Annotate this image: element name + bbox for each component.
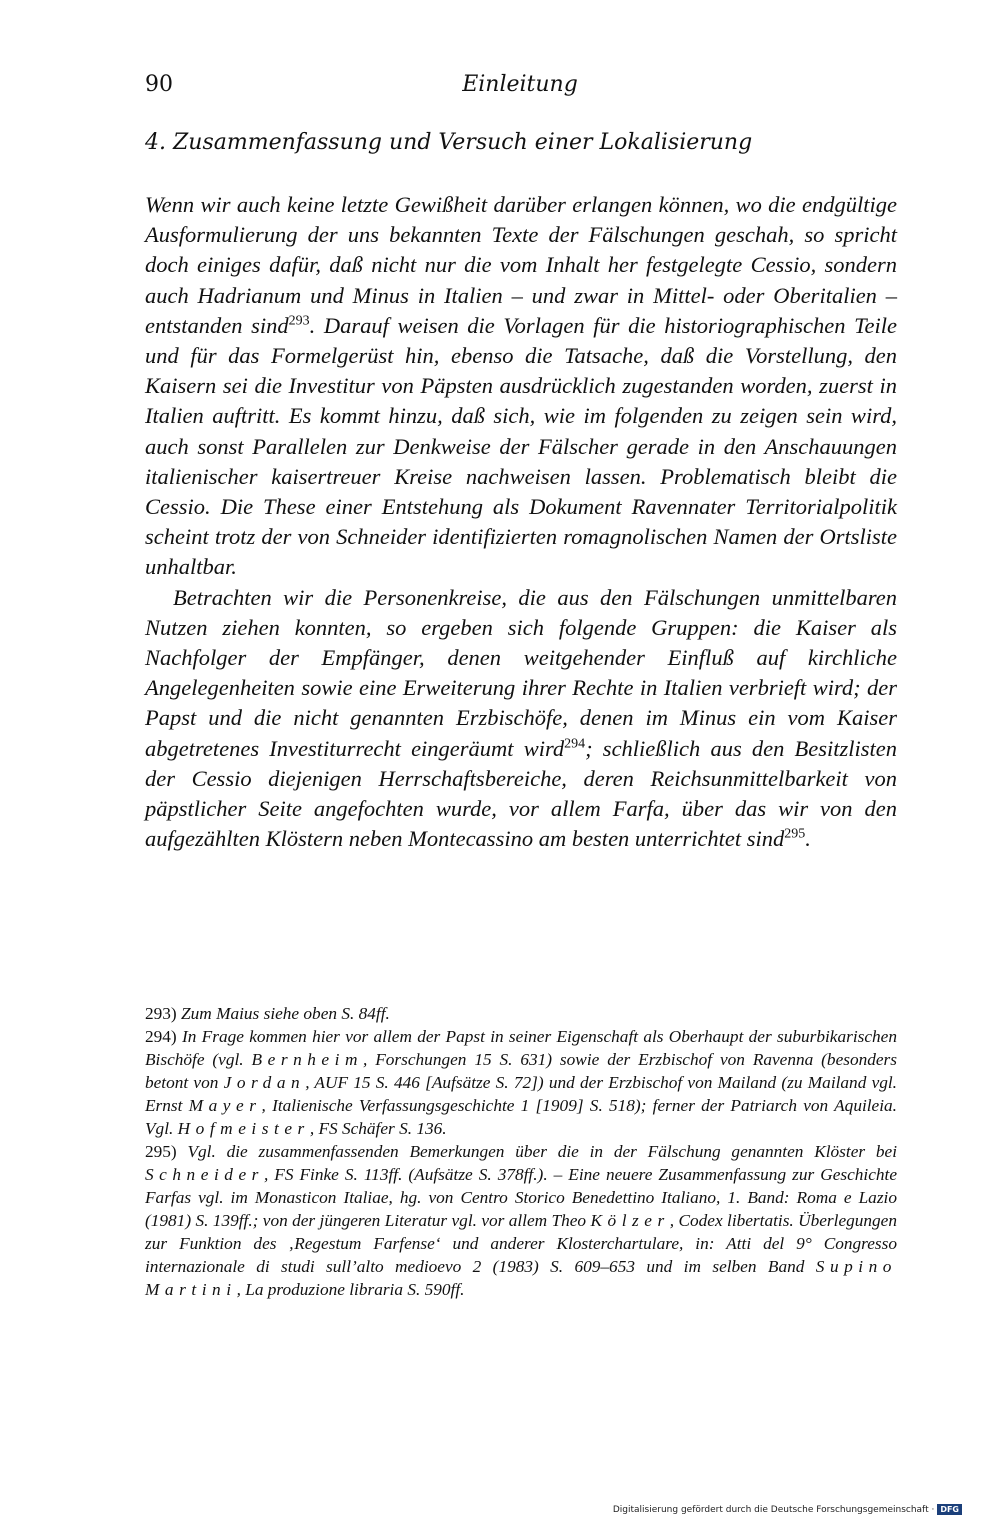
footnote-text: Vgl. die zusammenfassenden Bemerkungen über die in der Fälschung genannten Klöster bei (187, 1142, 897, 1161)
body-text (145, 190, 897, 854)
running-title: Einleitung (462, 72, 578, 97)
paragraph-2 (145, 583, 897, 855)
footnote-text: , AUF 15 S. 446 [Aufsätze S. 72]) und der Erzbischof von Mailand (zu Mailand vgl. Ernst (145, 1073, 898, 1115)
footnotes (145, 1002, 897, 1301)
footnote-text: , Italienische Verfassungsgeschichte 1 [1909] S. 518); ferner der Patriarch von Aquileia. Vgl. (145, 1096, 897, 1138)
footnote-ref-295[interactable]: 295 (784, 826, 806, 842)
author-name: Bernheim (251, 1050, 363, 1069)
paragraph-2-part-c: . (805, 826, 811, 852)
author-name: Schneider (145, 1165, 264, 1184)
footnote-text: , Codex libertatis. Überlegungen zur Funktion des ‚Regestum Farfense‘ und anderer Klosterchartulare, in: Atti del 9° Congresso internazionale di studi sull’alto medioevo 2 (1983) S. 609–653 und im selben Band (145, 1211, 897, 1276)
author-name: Mayer (188, 1096, 262, 1115)
digitization-credit (613, 1504, 962, 1515)
section-heading: 4. Zusammenfassung und Versuch einer Lokalisierung (145, 130, 753, 155)
footnote-text: , FS Finke S. 113ff. (Aufsätze S. 378ff.). – Eine neuere Zusammenfassung zur Geschichte Farfas vgl. im Monasticon Italiae, hg. von Centro Storico Benedettino Italiano, 1. Band: Roma e Lazio (1981) S. 139ff.; von der jüngeren Literatur vgl. vor allem Theo (145, 1165, 897, 1230)
footnote-number: 294) (145, 1027, 177, 1046)
author-name: Jordan (223, 1073, 306, 1092)
author-name: Hofmeister (177, 1119, 310, 1138)
author-name: Kölzer (590, 1211, 670, 1230)
page-number: 90 (145, 72, 173, 97)
footnote-text: , La produzione libraria S. 590ff. (236, 1280, 465, 1299)
footnote-number: 295) (145, 1142, 177, 1161)
footnote-293 (145, 1002, 897, 1025)
author-name: Supino Martini (145, 1257, 897, 1299)
footnote-text: , FS Schäfer S. 136. (309, 1119, 447, 1138)
footnote-295 (145, 1140, 897, 1301)
footnote-text: Zum Maius siehe oben S. 84ff. (181, 1004, 390, 1023)
footnote-ref-293[interactable]: 293 (288, 313, 310, 329)
credit-text: Digitalisierung gefördert durch die Deutsche Forschungsgemeinschaft · (612, 1504, 935, 1515)
dfg-logo-icon: DFG (937, 1504, 962, 1515)
paragraph-1 (145, 190, 897, 583)
paragraph-1-part-a: Wenn wir auch keine letzte Gewißheit darüber erlangen können, wo die endgültige Ausformulierung der uns bekannten Texte der Fälschungen geschah, so spricht doch einiges dafür, daß nicht nur die vom Inhalt her festgelegte Cessio, sondern auch Hadrianum und Minus in Italien – und zwar in Mittel- oder Oberitalien – entstanden sind (145, 192, 897, 338)
footnote-text: In Frage kommen hier vor allem der Papst in seiner Eigenschaft als Oberhaupt der suburbikarischen Bischöfe (vgl. (145, 1027, 897, 1069)
paragraph-2-part-a: Betrachten wir die Personenkreise, die aus den Fälschungen unmittelbaren Nutzen ziehen konnten, so ergeben sich folgende Gruppen: die Kaiser als Nachfolger der Empfänger, denen weitgehender Einfluß auf kirchliche Angelegenheiten sowie eine Erweiterung ihrer Rechte in Italien verbrieft wird; der Papst und die nicht genannten Erzbischöfe, denen im Minus ein vom Kaiser abgetretenes Investiturrecht eingeräumt wird (145, 584, 897, 761)
footnote-ref-294[interactable]: 294 (564, 736, 586, 752)
paragraph-1-part-b: . Darauf weisen die Vorlagen für die historiographischen Teile und für das Formelgerüst hin, ebenso die Tatsache, daß die Vorstellung, den Kaisern sei die Investitur von Päpsten ausdrücklich zugestanden worden, zuerst in Italien auftritt. Es kommt hinzu, daß sich, wie im folgenden zu zeigen sein wird, auch sonst Parallelen zur Denkweise der Fälscher gerade in den Anschauungen italienischer kaisertreuer Kreise nachweisen lassen. Problematisch bleibt die Cessio. Die These einer Entstehung als Dokument Ravennater Territorialpolitik scheint trotz der von Schneider identifizierten romagnolischen Namen der Ortsliste unhaltbar. (145, 312, 897, 580)
paragraph-2-part-b: ; schließlich aus den Besitzlisten der Cessio diejenigen Herrschaftsbereiche, deren Reichsunmittelbarkeit von päpstlicher Seite angefochten wurde, vor allem Farfa, über das wir von den aufgezählten Klöstern neben Montecassino am besten unterrichtet sind (145, 735, 897, 852)
footnote-number: 293) (145, 1004, 177, 1023)
footnote-text: , Forschungen 15 S. 631) sowie der Erzbischof von Ravenna (besonders betont von (145, 1050, 898, 1092)
footnote-294 (145, 1025, 897, 1140)
